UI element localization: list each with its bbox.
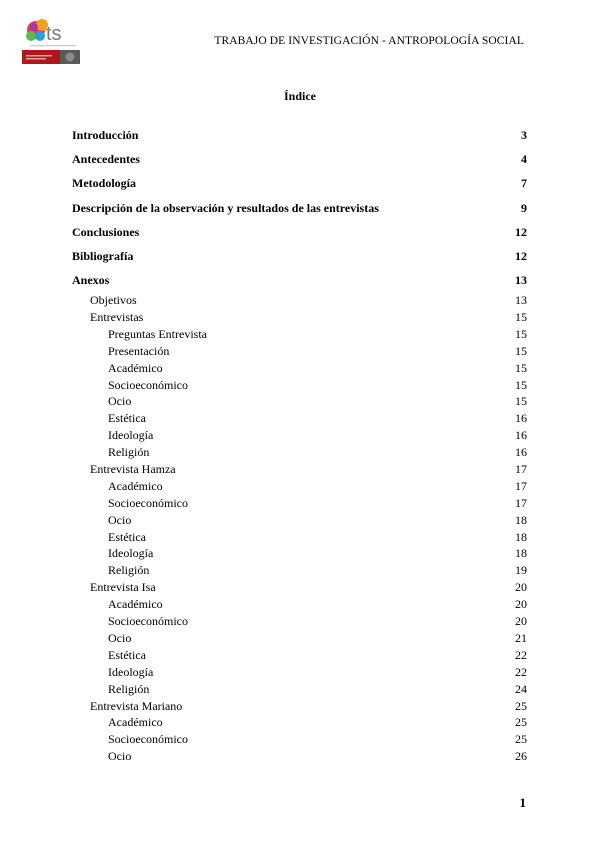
svg-text:ts: ts <box>46 23 62 45</box>
toc-entry-label: Socioeconómico <box>108 732 188 747</box>
toc-entry-page: 25 <box>515 698 527 713</box>
toc-entry[interactable] <box>72 445 527 462</box>
toc-entry[interactable] <box>72 411 527 428</box>
toc-entry[interactable] <box>72 462 527 479</box>
toc-entry-label: Religión <box>108 563 150 578</box>
toc-entry-page: 15 <box>515 394 527 409</box>
toc-entry-page: 15 <box>515 310 527 325</box>
toc-entry-label: Socioeconómico <box>108 377 188 392</box>
toc-entry-label: Estética <box>108 647 146 662</box>
toc-entry-page: 12 <box>515 248 527 263</box>
toc-entry-label: Entrevista Mariano <box>90 698 183 713</box>
toc-entry-page: 24 <box>515 681 527 696</box>
toc-entry-label: Socioeconómico <box>108 614 188 629</box>
toc-entry-label: Bibliografía <box>72 248 134 263</box>
toc-entry[interactable] <box>72 394 527 411</box>
toc-entry-label: Académico <box>108 597 163 612</box>
toc-entry-page: 18 <box>515 529 527 544</box>
toc-entry-page: 22 <box>515 664 527 679</box>
toc-entry[interactable] <box>72 614 527 631</box>
toc-entry[interactable] <box>72 378 527 395</box>
toc-entry-label: Ideología <box>108 664 154 679</box>
toc-entry[interactable] <box>72 513 527 530</box>
toc-entry-label: Académico <box>108 715 163 730</box>
toc-entry[interactable] <box>72 428 527 445</box>
toc-entry-label: Ideología <box>108 428 154 443</box>
toc-entry-page: 16 <box>515 411 527 426</box>
toc-entry-page: 16 <box>515 445 527 460</box>
toc-entry-page: 22 <box>515 647 527 662</box>
toc-entry-label: Anexos <box>72 273 110 288</box>
toc-entry-label: Socioeconómico <box>108 495 188 510</box>
toc-entry-label: Académico <box>108 360 163 375</box>
toc-entry-page: 25 <box>515 715 527 730</box>
toc-entry[interactable] <box>72 496 527 513</box>
toc-entry[interactable] <box>72 699 527 716</box>
toc-entry[interactable] <box>72 327 527 344</box>
table-of-contents <box>72 128 527 766</box>
toc-entry-page: 15 <box>515 360 527 375</box>
toc-entry-label: Preguntas Entrevista <box>108 326 207 341</box>
toc-entry-page: 18 <box>515 546 527 561</box>
toc-entry-label: Religión <box>108 681 150 696</box>
toc-entry[interactable] <box>72 563 527 580</box>
toc-entry-page: 18 <box>515 512 527 527</box>
toc-entry[interactable] <box>72 732 527 749</box>
toc-entry-page: 15 <box>515 343 527 358</box>
toc-entry-label: Metodología <box>72 176 136 191</box>
toc-entry-page: 20 <box>515 614 527 629</box>
toc-entry-page: 4 <box>521 152 527 167</box>
toc-entry-page: 19 <box>515 563 527 578</box>
toc-entry-label: Religión <box>108 445 150 460</box>
toc-entry-label: Conclusiones <box>72 224 140 239</box>
toc-entry[interactable] <box>72 249 527 273</box>
toc-entry-label: Ocio <box>108 394 132 409</box>
toc-entry[interactable] <box>72 530 527 547</box>
toc-entry-label: Objetivos <box>90 293 137 308</box>
toc-entry[interactable] <box>72 361 527 378</box>
toc-entry-label: Presentación <box>108 343 170 358</box>
toc-entry-label: Estética <box>108 411 146 426</box>
toc-entry-page: 15 <box>515 377 527 392</box>
toc-entry-page: 13 <box>515 293 527 308</box>
toc-entry-label: Entrevista Isa <box>90 580 156 595</box>
toc-entry[interactable] <box>72 152 527 176</box>
toc-entry-label: Ocio <box>108 512 132 527</box>
toc-entry-page: 26 <box>515 749 527 764</box>
toc-entry[interactable] <box>72 715 527 732</box>
toc-entry-page: 9 <box>521 200 527 215</box>
toc-entry[interactable] <box>72 648 527 665</box>
toc-entry[interactable] <box>72 225 527 249</box>
toc-entry[interactable] <box>72 201 527 225</box>
toc-entry-label: Entrevista Hamza <box>90 462 176 477</box>
toc-entry[interactable] <box>72 176 527 200</box>
university-logo <box>22 16 82 66</box>
toc-entry-page: 17 <box>515 462 527 477</box>
toc-entry-page: 12 <box>515 224 527 239</box>
toc-entry[interactable] <box>72 631 527 648</box>
toc-entry-page: 21 <box>515 630 527 645</box>
toc-entry[interactable] <box>72 597 527 614</box>
toc-entry[interactable] <box>72 749 527 766</box>
toc-entry-page: 17 <box>515 495 527 510</box>
toc-entry-label: Ocio <box>108 630 132 645</box>
toc-entry[interactable] <box>72 128 527 152</box>
toc-entry[interactable] <box>72 293 527 310</box>
toc-entry[interactable] <box>72 665 527 682</box>
toc-entry-page: 17 <box>515 478 527 493</box>
toc-entry-label: Ocio <box>108 749 132 764</box>
toc-entry-label: Ideología <box>108 546 154 561</box>
page-title: Índice <box>283 89 316 103</box>
toc-entry[interactable] <box>72 479 527 496</box>
toc-entry[interactable] <box>72 546 527 563</box>
toc-entry[interactable] <box>72 273 527 293</box>
toc-entry-page: 16 <box>515 428 527 443</box>
toc-entry-page: 20 <box>515 580 527 595</box>
toc-entry-page: 13 <box>515 273 527 288</box>
toc-entry[interactable] <box>72 310 527 327</box>
page-number: 1 <box>519 795 526 810</box>
header-title: TRABAJO DE INVESTIGACIÓN - ANTROPOLOGÍA SOCIAL <box>214 35 524 47</box>
toc-entry-label: Introducción <box>72 128 139 142</box>
toc-entry-page: 15 <box>515 326 527 341</box>
toc-entry-label: Estética <box>108 529 146 544</box>
toc-entry-label: Entrevistas <box>90 310 144 325</box>
toc-entry-page: 3 <box>521 128 527 142</box>
toc-entry-page: 25 <box>515 732 527 747</box>
toc-entry[interactable] <box>72 580 527 597</box>
toc-entry-label: Académico <box>108 478 163 493</box>
toc-entry[interactable] <box>72 344 527 361</box>
toc-entry-label: Descripción de la observación y resultados de las entrevistas <box>72 200 379 215</box>
toc-entry-label: Antecedentes <box>72 152 140 167</box>
toc-entry[interactable] <box>72 682 527 699</box>
toc-entry-page: 20 <box>515 597 527 612</box>
toc-entry-page: 7 <box>521 176 527 191</box>
